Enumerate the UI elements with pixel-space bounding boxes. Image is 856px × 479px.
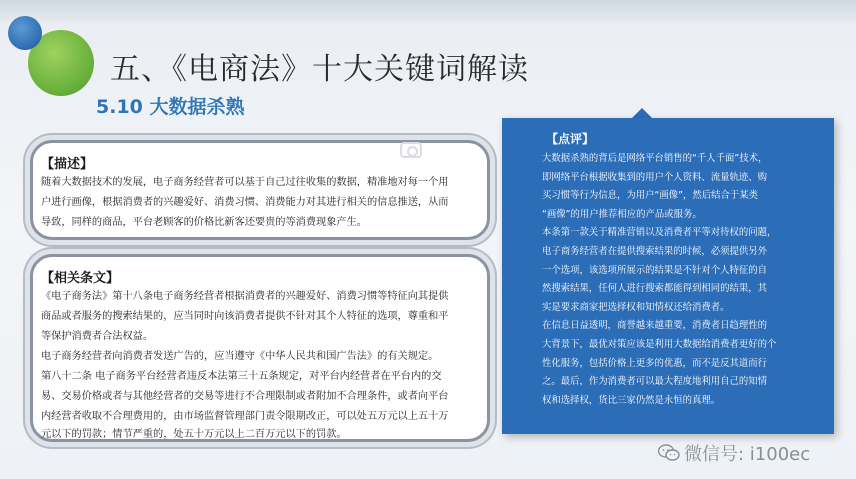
wechat-watermark <box>658 440 810 466</box>
comment-line: 买习惯等行为信息，为用户“画像”，然后结合于某类 <box>542 190 758 202</box>
comment-line: 本条第一款关于精准营销以及消费者平等对待权的问题， <box>542 227 777 239</box>
watermark-text: 微信号: i100ec <box>684 444 811 465</box>
comment-line: 性化服务，包括价格上更多的优惠，而不是反其道而行 <box>542 357 768 369</box>
comment-line: 电子商务经营者在提供搜索结果的时候，必须提供另外 <box>542 246 768 257</box>
articles-line: 等保护消费者合法权益。 <box>41 331 154 342</box>
section-subtitle: 5.10 大数据杀熟 <box>96 96 245 118</box>
comment-line: 大背景下，最优对策应该是利用大数据给消费者更好的个 <box>542 339 777 350</box>
camera-icon <box>400 142 422 158</box>
articles-line: 元以下的罚款；情节严重的，处五十万元以上二百万元以下的罚款。 <box>41 429 347 440</box>
comment-line: “画像”的用户推荐相应的产品或服务。 <box>542 208 702 220</box>
articles-box <box>30 254 490 442</box>
comment-line: 一个选项，该选项所展示的结果是不针对个人特征的自 <box>542 264 768 276</box>
top-banner <box>0 0 856 22</box>
articles-line: 商品或者服务的搜索结果的，应当同时向该消费者提供不针对其个人特征的选项，尊重和平 <box>41 311 449 322</box>
articles-heading: 【相关条文】 <box>41 271 120 286</box>
articles-line: 易、交易价格或者与其他经营者的交易等进行不合理限制或者附加不合理条件，或者向平台 <box>41 391 449 402</box>
wechat-icon <box>658 444 680 462</box>
blue-circle-decoration <box>8 16 42 50</box>
comment-line: 之。最后，作为消费者可以最大程度地利用自己的知情 <box>542 376 768 388</box>
page-title: 五、《电商法》十大关键词解读 <box>110 52 529 87</box>
comment-line: 在信息日益透明，商誉越来越重要，消费者日趋理性的 <box>542 320 768 332</box>
comment-panel <box>502 118 834 434</box>
describe-line: 导致，同样的商品，平台老顾客的价格比新客还要贵的等消费现象产生。 <box>41 217 367 228</box>
comment-line: 然搜索结果，任何人进行搜索都能得到相同的结果，其 <box>542 283 768 295</box>
comment-heading: 【点评】 <box>546 132 595 146</box>
comment-line: 实是要求商家把选择权和知情权还给消费者。 <box>542 301 730 313</box>
comment-line: 权和选择权，货比三家仍然是永恒的真理。 <box>542 394 721 406</box>
describe-line: 随着大数据技术的发展，电子商务经营者可以基于自己过往收集的数据，精准地对每一个用 <box>41 177 449 188</box>
comment-line: 即网络平台根据收集到的用户个人资料、流量轨迹、购 <box>542 171 768 183</box>
articles-line: 内经营者收取不合理费用的，由市场监督管理部门责令限期改正，可以处五万元以上五十万 <box>41 411 449 422</box>
articles-line: 第八十二条 电子商务平台经营者违反本法第三十五条规定，对平台内经营者在平台内的交 <box>41 371 442 382</box>
articles-line: 电子商务经营者向消费者发送广告的，应当遵守《中华人民共和国广告法》的有关规定。 <box>41 351 439 362</box>
articles-line: 《电子商务法》第十八条电子商务经营者根据消费者的兴趣爱好、消费习惯等特征向其提供 <box>41 291 449 302</box>
describe-heading: 【描述】 <box>41 157 94 172</box>
comment-line: 大数据杀熟的背后是网络平台销售的“千人千面”技术， <box>542 153 768 164</box>
describe-line: 户进行画像，根据消费者的兴趣爱好、消费习惯、消费能力对其进行相关的信息推送，从而 <box>41 197 449 208</box>
